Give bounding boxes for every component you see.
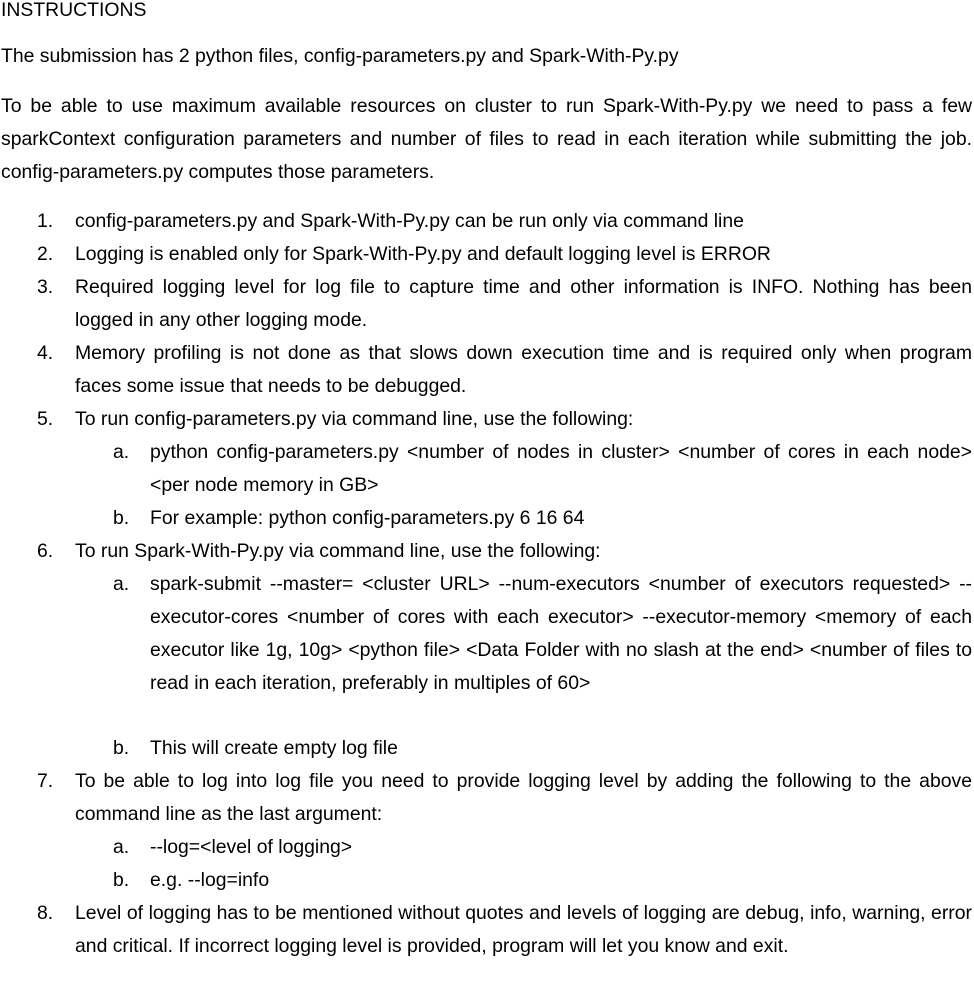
list-text: To run Spark-With-Py.py via command line, use the following: <box>75 540 601 562</box>
intro-paragraph: The submission has 2 python files, config-parameters.py and Spark-With-Py.py <box>1 45 679 67</box>
sub-list-letter: a. <box>113 836 130 858</box>
list-text: Level of logging has to be mentioned without quotes and levels of logging are debug, info, warning, error and critical. If incorrect logging level is provided, program will let you know and exit. <box>75 902 972 957</box>
sub-list-text: This will create empty log file <box>150 737 398 759</box>
list-text: To be able to log into log file you need to provide logging level by adding the following to the above command line as the last argument: <box>75 770 972 825</box>
sub-list-text: e.g. --log=info <box>150 869 270 891</box>
sub-list-letter: a. <box>113 441 130 463</box>
list-text: Logging is enabled only for Spark-With-Py.py and default logging level is ERROR <box>75 243 771 265</box>
sub-list-text: python config-parameters.py <number of nodes in cluster> <number of cores in each node> <per node memory in GB> <box>150 441 972 496</box>
list-text: Memory profiling is not done as that slows down execution time and is required only when program faces some issue that needs to be debugged. <box>75 342 972 397</box>
sub-list-text: spark-submit --master= <cluster URL> --num-executors <number of executors requested> --executor-cores <number of cores with each executor> --executor-memory <memory of each executor like 1g, 10g> <python file> <Data Folder with no slash at the end> <number of files to read in each iteration, preferably in multiples of 60> <box>150 573 972 694</box>
list-number: 5. <box>37 408 54 430</box>
document-heading: INSTRUCTIONS <box>1 0 147 21</box>
sub-list-letter: b. <box>113 869 130 891</box>
list-number: 3. <box>37 276 54 298</box>
description-paragraph: To be able to use maximum available resources on cluster to run Spark-With-Py.py we need to pass a few sparkContext configuration parameters and number of files to read in each iteration while submitting the job. config-parameters.py computes those parameters. <box>1 95 972 183</box>
list-number: 4. <box>37 342 54 364</box>
sub-list-text: For example: python config-parameters.py 6 16 64 <box>150 507 585 529</box>
sub-list-letter: b. <box>113 507 130 529</box>
list-number: 6. <box>37 540 54 562</box>
list-number: 8. <box>37 902 54 924</box>
sub-list-letter: a. <box>113 573 130 595</box>
sub-list-text: --log=<level of logging> <box>150 836 353 858</box>
list-text: config-parameters.py and Spark-With-Py.py can be run only via command line <box>75 210 744 232</box>
list-number: 7. <box>37 770 54 792</box>
list-number: 2. <box>37 243 54 265</box>
list-text: Required logging level for log file to capture time and other information is INFO. Nothing has been logged in any other logging mode. <box>75 276 972 331</box>
list-text: To run config-parameters.py via command line, use the following: <box>75 408 634 430</box>
sub-list-letter: b. <box>113 737 130 759</box>
list-number: 1. <box>37 210 54 232</box>
